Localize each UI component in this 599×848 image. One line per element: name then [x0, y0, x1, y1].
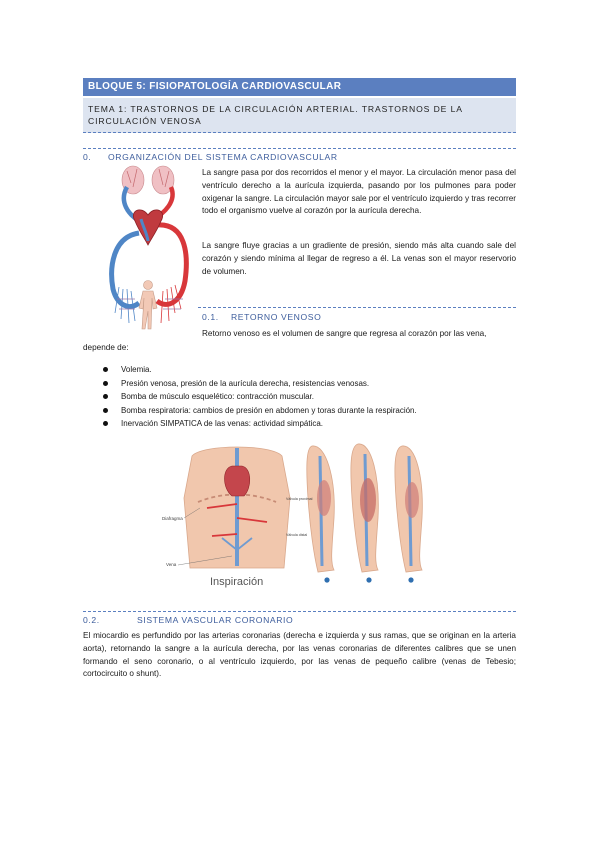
section-0-paragraph-2: La sangre fluye gracias a un gradiente de presión, siendo más alta cuando sale del corazón y siendo mínima al llegar de regreso a él. La venas son el mayor reservorio de volumen.	[202, 241, 516, 276]
section-0-1-intro: Retorno venoso es el volumen de sangre que regresa al corazón por las vena,	[202, 329, 487, 338]
section-title: RETORNO VENOSO	[231, 312, 322, 322]
section-number: 0.	[83, 152, 92, 162]
valve-distal-label: Válvula distal	[286, 533, 308, 537]
section-0-2-paragraph: El miocardio es perfundido por las arterias coronarias (derecha e izquierda y sus ramas, que se originan en la arteria aorta), retornando la sangre a la aurícula derecha, por las venas coronarias de diferentes calibres que se unen formando el seno coronario, o al ventrículo izquierdo, por las venas de pequeño calibre (venas de Tebesio; cortocircuito o shunt).	[83, 631, 516, 679]
venous-return-factors-list	[103, 363, 417, 431]
step-marker	[366, 577, 371, 582]
bullet-icon	[103, 381, 108, 386]
section-title: ORGANIZACIÓN DEL SISTEMA CARDIOVASCULAR	[108, 152, 338, 162]
section-divider	[83, 148, 516, 149]
list-item: Volemia.	[103, 363, 417, 377]
list-item: Presión venosa, presión de la aurícula derecha, resistencias venosas.	[103, 377, 417, 391]
section-number: 0.1.	[202, 312, 219, 322]
section-number: 0.2.	[83, 615, 100, 625]
bullet-icon	[103, 421, 108, 426]
section-0-1-heading	[202, 312, 321, 322]
bullet-icon	[103, 394, 108, 399]
torso-illustration	[162, 447, 290, 568]
body-silhouette	[139, 281, 157, 330]
topic-banner: TEMA 1: TRASTORNOS DE LA CIRCULACIÓN ARTERIAL. TRASTORNOS DE LA CIRCULACIÓN VENOSA	[83, 98, 516, 133]
section-divider	[198, 307, 516, 308]
block-banner: BLOQUE 5: FISIOPATOLOGÍA CARDIOVASCULAR	[83, 78, 516, 96]
list-item: Bomba de músculo esquelético: contracción muscular.	[103, 390, 417, 404]
diaphragm-label: Diafragma	[162, 516, 183, 521]
figure-caption: Inspiración	[210, 576, 264, 588]
section-divider	[83, 611, 516, 612]
list-item: Bomba respiratoria: cambios de presión en abdomen y toras durante la respiración.	[103, 404, 417, 418]
section-0-paragraph-1: La sangre pasa por dos recorridos el menor y el mayor. La circulación menor pasa del ventrículo derecho a la aurícula izquierda, pasando por los pulmones para poder oxigenar la sangre. La circulación mayor sale por el ventrículo izquierdo y tras recorrer todo el organismo vuelve al corazón por la aurícula derecha.	[202, 168, 516, 216]
bullet-icon	[103, 367, 108, 372]
section-0-heading	[83, 152, 338, 162]
section-title: SISTEMA VASCULAR CORONARIO	[137, 615, 294, 625]
section-0-1-intro-continuation: depende de:	[83, 343, 129, 352]
vein-label: Vena	[166, 562, 177, 567]
step-marker	[408, 577, 413, 582]
valve-proximal-label: Válvula proximal	[286, 497, 313, 501]
circulation-diagram	[105, 163, 193, 331]
systemic-vein-loop	[112, 233, 139, 307]
list-item: Inervación SIMPATICA de las venas: actividad simpática.	[103, 417, 417, 431]
venous-return-figure	[162, 438, 442, 588]
step-marker	[324, 577, 329, 582]
section-0-2-heading	[83, 615, 293, 625]
legs-illustration	[286, 444, 422, 583]
bullet-icon	[103, 408, 108, 413]
